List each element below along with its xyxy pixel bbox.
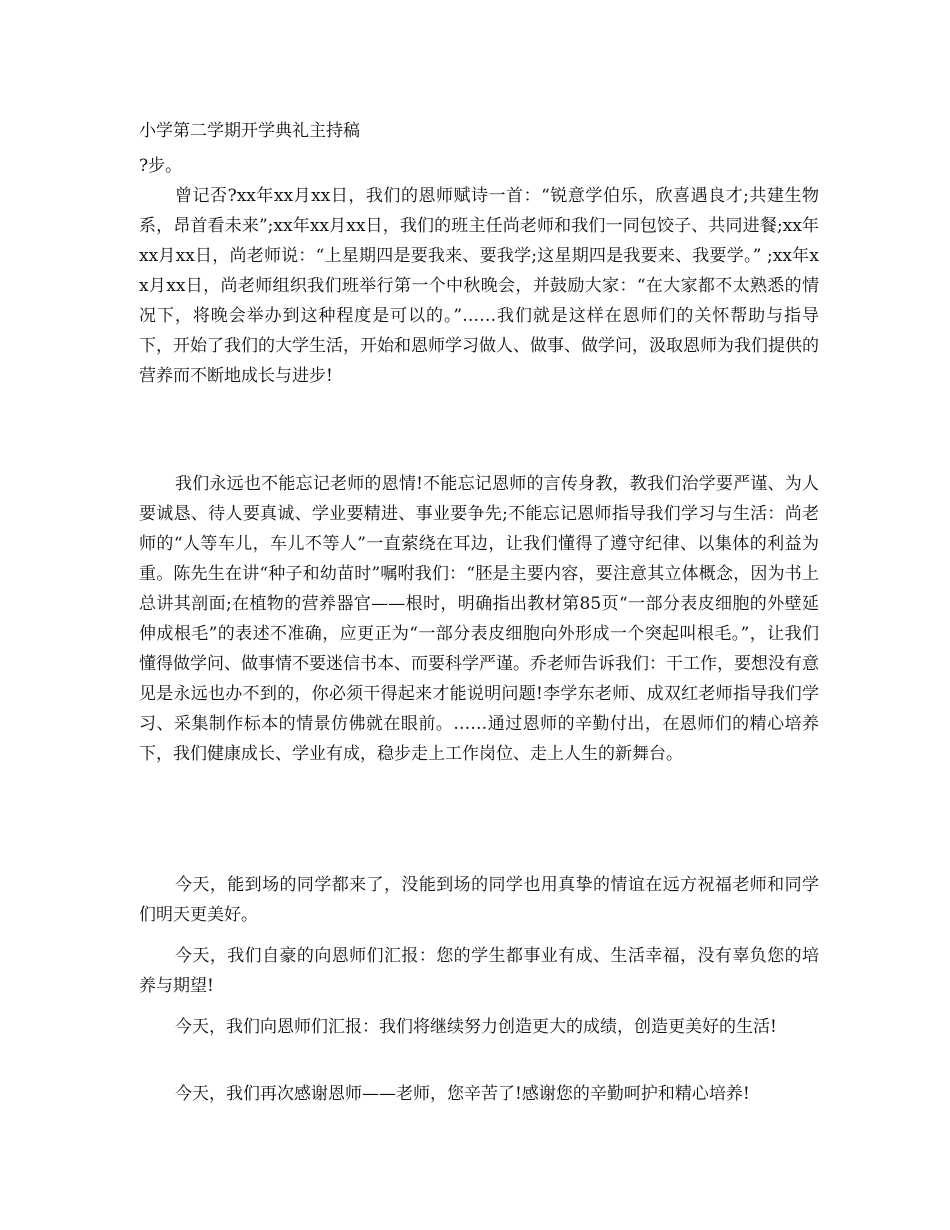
paragraph-gratitude: 我们永远也不能忘记老师的恩情!不能忘记恩师的言传身教，教我们治学要严谨、为人要诚恳、待人要真诚、学业要精进、事业要争先;不能忘记恩师指导我们学习与生活：尚老师的“人等车儿，车儿不等人”一直萦绕在耳边，让我们懂得了遵守纪律、以集体的利益为重。陈先生在讲“种子和幼苗时”嘱咐我们：“胚是主要内容，要注意其立体概念，因为书上总讲其剖面;在植物的营养器官——根时，明确指出教材第85页“一部分表皮细胞的外壁延伸成根毛”的表述不准确，应更正为“一部分表皮细胞向外形成一个突起叫根毛。”，让我们懂得做学问、做事情不要迷信书本、而要科学严谨。乔老师告诉我们：干工作，要想没有意见是永远也办不到的，你必须干得起来才能说明问题!李学东老师、成双红老师指导我们学习、采集制作标本的情景仿佛就在眼前。……通过恩师的辛勤付出，在恩师们的精心培养下，我们健康成长、学业有成，稳步走上工作岗位、走上人生的新舞台。 bbox=[139, 474, 819, 764]
paragraph-today-effort: 今天，我们向恩师们汇报：我们将继续努力创造更大的成绩，创造更美好的生活! bbox=[175, 1017, 777, 1037]
paragraph-today-report: 今天，我们自豪的向恩师们汇报：您的学生都事业有成、生活幸福，没有辜负您的培养与期望! bbox=[139, 946, 819, 996]
paragraph-memories: 曾记否?xx年xx月xx日，我们的恩师赋诗一首：“锐意学伯乐，欣喜遇良才;共建生物系，昂首看未来”;xx年xx月xx日，我们的班主任尚老师和我们一同包饺子、共同进餐;xx年xx月xx日，尚老师说：“上星期四是要我来、要我学;这星期四是我要来、我要学。” ;xx年xx月xx日，尚老师组织我们班举行第一个中秋晚会，并鼓励大家：“在大家都不太熟悉的情况下，将晚会举办到这种程度是可以的。”……我们就是这样在恩师们的关怀帮助与指导下，开始了我们的大学生活，开始和恩师学习做人、做事、做学问，汲取恩师为我们提供的营养而不断地成长与进步! bbox=[139, 186, 819, 386]
paragraph-today-thanks: 今天，我们再次感谢恩师——老师，您辛苦了!感谢您的辛勤呵护和精心培养! bbox=[175, 1084, 750, 1104]
paragraph-today-attendance: 今天，能到场的同学都来了，没能到场的同学也用真挚的情谊在远方祝福老师和同学们明天更美好。 bbox=[139, 875, 819, 925]
paragraph-fragment: ?步。 bbox=[139, 156, 183, 176]
document-title: 小学第二学期开学典礼主持稿 bbox=[139, 121, 360, 141]
